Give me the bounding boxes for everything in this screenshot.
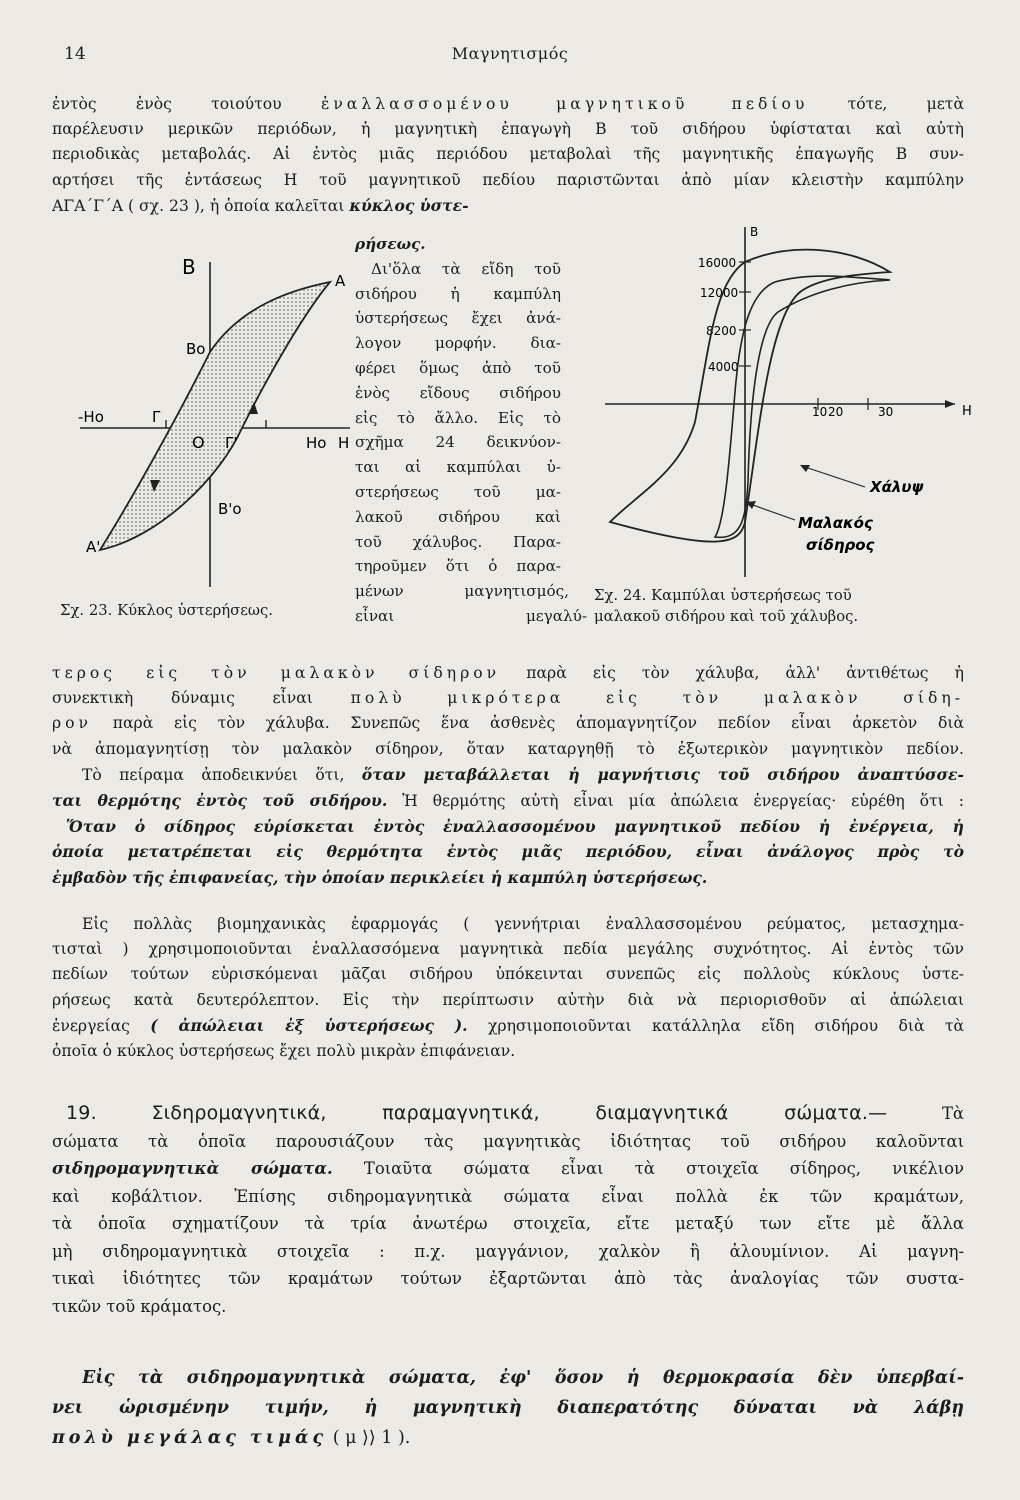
text-line: τηροῦμεν ὅτι ὁ παρα- bbox=[355, 557, 561, 576]
text-line: ὁποῖα ὁ κύκλος ὑστερήσεως ἔχει πολὺ μικρὰν ἐπιφάνειαν. bbox=[52, 1042, 516, 1061]
figure-24-hysteresis-curves bbox=[600, 222, 975, 582]
fig23-label-gamma: Γ bbox=[152, 408, 161, 426]
text-line: Τὸ πείραμα ἀποδεικνύει ὅτι, ὅταν μεταβάλλεται ἡ μαγνήτισις τοῦ σιδήρου ἀναπτύσσε- bbox=[82, 764, 964, 784]
fig24-x-tick: 30 bbox=[878, 405, 894, 419]
text-line: ἑνὸς εἴδους σιδήρου bbox=[355, 383, 561, 402]
closing-statement bbox=[52, 1363, 964, 1453]
text-line: ται αἱ καμπύλαι ὑ- bbox=[355, 458, 561, 477]
text-line: ἐντὸς ἑνὸς τοιούτου ἐναλλασσομένου μαγνητικοῦ πεδίου τότε, μετὰ bbox=[52, 95, 964, 113]
fig23-label-gamma-prime: Γ' bbox=[225, 434, 238, 452]
text-line: σιδήρου ἡ καμπύλη bbox=[355, 284, 561, 303]
text-line: νὰ ἀπομαγνητίσῃ τὸν μαλακὸν σίδηρον, ὅταν καταργηθῇ τὸ ἐξωτερικὸν μαγνητικὸν πεδίον. bbox=[52, 739, 964, 758]
text-line: Δι'ὅλα τὰ εἴδη τοῦ bbox=[371, 259, 561, 278]
section-title: Σιδηρομαγνητικά, παραμαγνητικά, διαμαγνητικά σώματα.— bbox=[151, 1102, 888, 1124]
page-number: 14 bbox=[64, 44, 86, 64]
text-line: σιδηρομαγνητικὰ σώματα. Τοιαῦτα σώματα εἶναι τὰ στοιχεῖα σίδηρος, νικέλιον bbox=[52, 1159, 964, 1178]
fig24-axis-h: H bbox=[962, 404, 972, 419]
text-line: ἐμβαδὸν τῆς ἐπιφανείας, τὴν ὁποίαν περικλείει ἡ καμπύλη ὑστερήσεως. bbox=[52, 867, 708, 887]
figure-23-hysteresis-loop bbox=[70, 252, 360, 592]
text-line: εἰς τὸ ἄλλο. Εἰς τὸ bbox=[355, 408, 561, 427]
text-line: τικαὶ ἰδιότητες τῶν κραμάτων τούτων ἐξαρτῶνται ἀπὸ τὰς ἀναλογίας τῶν συστα- bbox=[52, 1269, 964, 1288]
fig24-label-soft-iron-1: Μαλακός bbox=[798, 514, 873, 532]
fig24-y-tick: 16000 bbox=[698, 256, 737, 270]
text-line: ΑΓΑ΄Γ΄Α ( σχ. 23 ), ἡ ὁποία καλεῖται κύκλος ὑστε- bbox=[52, 195, 469, 215]
text-line: λακοῦ σιδήρου καὶ bbox=[355, 507, 561, 526]
section-19 bbox=[52, 1100, 964, 1320]
middle-column-text bbox=[355, 232, 587, 629]
fig23-label-h: H bbox=[338, 434, 350, 452]
text-line: νει ὡρισμένην τιμήν, ἡ μαγνητικὴ διαπερατότης δύναται νὰ λάβῃ bbox=[52, 1398, 964, 1418]
figure-24-caption-line-1: Σχ. 24. Καμπύλαι ὑστερήσεως τοῦ bbox=[594, 587, 852, 604]
text-line: πολὺ μεγάλας τιμάς ( μ ⟩⟩ 1 ). bbox=[52, 1428, 411, 1448]
text-line: στερήσεως τοῦ μα- bbox=[355, 482, 561, 501]
text-line: ρήσεως κατὰ δευτερόλεπτον. Εἰς τὴν περίπτωσιν αὐτὴν διὰ νὰ περιορισθοῦν αἱ ἀπώλειαι bbox=[52, 990, 964, 1009]
text-line: σχῆμα 24 δεικνύον- bbox=[355, 433, 561, 452]
figure-23-caption: Σχ. 23. Κύκλος ὑστερήσεως. bbox=[60, 602, 273, 619]
figure-24-caption-line-2: μαλακοῦ σιδήρου καὶ τοῦ χάλυβος. bbox=[594, 608, 859, 625]
figure-24-caption bbox=[594, 585, 858, 627]
fig24-y-tick: 4000 bbox=[708, 360, 739, 374]
paragraph-2 bbox=[52, 661, 964, 890]
fig23-label-bo-prime: B'o bbox=[218, 500, 242, 518]
section-number: 19. bbox=[66, 1102, 97, 1124]
text-line: Εἰς πολλὰς βιομηχανικὰς ἐφαρμογάς ( γεννήτριαι ἐναλλασσομένου ρεύματος, μετασχημα- bbox=[82, 915, 964, 933]
fig23-label-bo: Bo bbox=[186, 340, 206, 358]
text-line: πεδίων τούτων εὑρισκόμεναι μᾶζαι σιδήρου ὑπόκεινται συνεπῶς εἰς πολλοὺς κύκλους ὑστε- bbox=[52, 965, 964, 984]
fig23-label-a: A bbox=[335, 272, 346, 290]
text-line: 19. Σιδηρομαγνητικά, παραμαγνητικά, διαμαγνητικά σώματα.— Τὰ bbox=[66, 1102, 964, 1124]
text-line: ρον παρὰ εἰς τὸν χάλυβα. Συνεπῶς ἕνα ἀσθενὲς ἀπομαγνητίζον πεδίον εἶναι ἀρκετὸν διὰ bbox=[52, 714, 964, 733]
text-line: αρτήσει τῆς ἐντάσεως Η τοῦ μαγνητικοῦ πεδίου παριστῶνται ἀπὸ μίαν κλειστὴν καμπύλην bbox=[52, 170, 964, 189]
text-line: περιοδικὰς μεταβολάς. Αἱ ἐντὸς μιᾶς περιόδου μεταβολαὶ τῆς μαγνητικῆς ἐπαγωγῆς Β συν- bbox=[52, 145, 964, 164]
fig24-x-tick: 20 bbox=[828, 405, 844, 419]
text-line: ἐνεργείας ( ἀπώλειαι ἐξ ὑστερήσεως ). χρησιμοποιοῦνται κατάλληλα εἴδη σιδήρου διὰ τὰ bbox=[52, 1015, 964, 1035]
text-line: μένων μαγνητισμός, bbox=[355, 582, 569, 601]
text-line: τικῶν τοῦ κράματος. bbox=[52, 1296, 227, 1316]
fig23-label-a-prime: A' bbox=[86, 538, 101, 556]
running-title: Μαγνητισμός bbox=[451, 44, 569, 63]
text-line: τοῦ χάλυβος. Παρα- bbox=[355, 532, 561, 551]
text-line: ρήσεως. bbox=[355, 235, 426, 253]
paragraph-3 bbox=[52, 912, 964, 1064]
fig23-label-b: B bbox=[182, 255, 196, 279]
text-line: συνεκτικὴ δύναμις εἶναι πολὺ μικρότερα εἰς τὸν μαλακὸν σίδη- bbox=[52, 689, 964, 708]
text-line: παρέλευσιν μερικῶν περιόδων, ἡ μαγνητικὴ ἐπαγωγὴ Β τοῦ σιδήρου ὑφίσταται καὶ αὐτὴ bbox=[52, 120, 964, 139]
text-line: μὴ σιδηρομαγνητικὰ στοιχεῖα : π.χ. μαγγάνιον, χαλκὸν ἢ ἀλουμίνιον. Αἱ μαγνη- bbox=[52, 1241, 964, 1261]
fig24-x-tick: 10 bbox=[812, 405, 828, 419]
page-header bbox=[64, 44, 956, 72]
text-line: ὑστερήσεως ἔχει ἀνά- bbox=[355, 309, 561, 328]
text-line: ται θερμότης ἐντὸς τοῦ σιδήρου. Ἡ θερμότης αὐτὴ εἶναι μία ἀπώλεια ἐνεργείας· εὑρέθη ὅτι : bbox=[52, 791, 964, 811]
fig23-label-ho: Ho bbox=[306, 434, 327, 452]
fig24-axis-b: B bbox=[750, 225, 759, 239]
fig24-label-soft-iron-2: σίδηρος bbox=[806, 536, 875, 554]
text-line: σώματα τὰ ὁποῖα παρουσιάζουν τὰς μαγνητικὰς ἰδιότητας τοῦ σιδήρου καλοῦνται bbox=[52, 1131, 964, 1151]
text-line: Ὅταν ὁ σίδηρος εὑρίσκεται ἐντὸς ἐναλλασσομένου μαγνητικοῦ πεδίου ἡ ἐνέργεια, ἡ bbox=[66, 817, 964, 837]
fig24-y-tick: 8200 bbox=[706, 324, 737, 338]
text-line: λογον μορφήν. δια- bbox=[355, 334, 561, 353]
intro-paragraph bbox=[52, 92, 964, 219]
text-line: ὁποία μετατρέπεται εἰς θερμότητα ἐντὸς μιᾶς περιόδου, εἶναι ἀνάλογος πρὸς τὸ bbox=[52, 842, 964, 862]
text-line: τισταὶ ) χρησιμοποιοῦνται ἐναλλασσόμενα μαγνητικὰ πεδία μεγάλης συχνότητος. Αἱ ἐντὸς τῶν bbox=[52, 940, 964, 959]
text-line: καὶ κοβάλτιον. Ἐπίσης σιδηρομαγνητικὰ σώματα εἶναι πολλὰ ἐκ τῶν κραμάτων, bbox=[52, 1186, 964, 1206]
fig24-y-tick: 12000 bbox=[700, 286, 739, 300]
fig23-label-neg-ho: -Ho bbox=[78, 408, 104, 426]
fig23-label-origin: O bbox=[192, 433, 205, 452]
text-line: εἶναι μεγαλύ- bbox=[355, 606, 587, 625]
text-line: φέρει ὅμως ἀπὸ τοῦ bbox=[355, 358, 561, 377]
text-line: Εἰς τὰ σιδηρομαγνητικὰ σώματα, ἐφ' ὅσον ἡ θερμοκρασία δὲν ὑπερβαί- bbox=[82, 1368, 964, 1388]
text-line: τὰ ὁποῖα σχηματίζουν τὰ τρία ἀνωτέρω στοιχεῖα, εἴτε μεταξύ των εἴτε μὲ ἄλλα bbox=[52, 1214, 964, 1233]
text-line: τερος εἰς τὸν μαλακὸν σίδηρον παρὰ εἰς τὸν χάλυβα, ἀλλ' ἀντιθέτως ἡ bbox=[52, 664, 964, 682]
fig24-label-steel: Χάλυψ bbox=[870, 478, 924, 496]
